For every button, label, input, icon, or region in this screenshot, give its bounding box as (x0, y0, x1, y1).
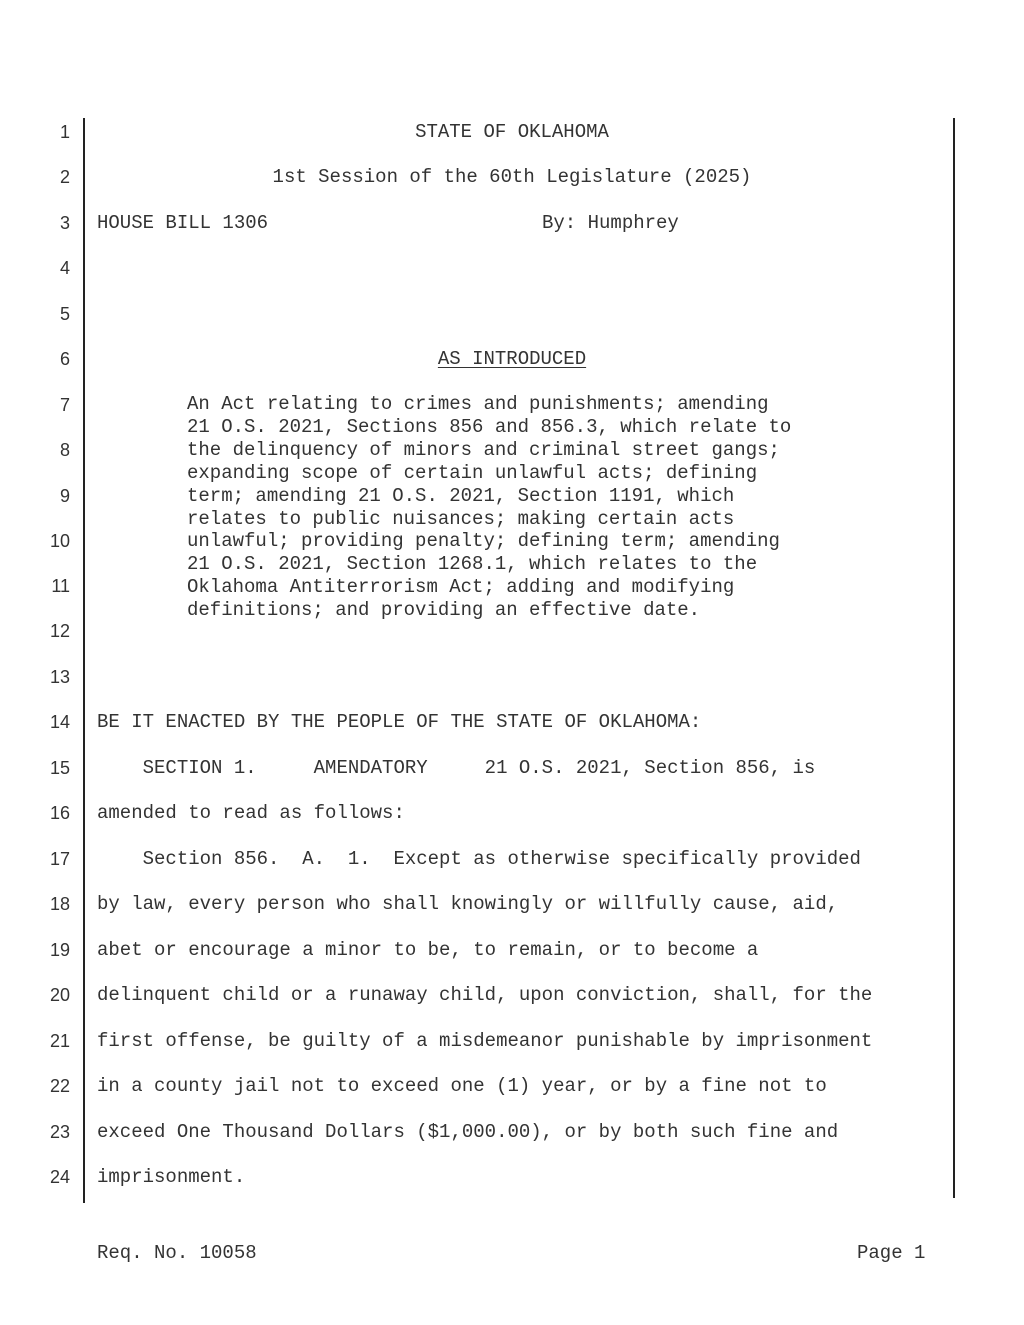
session-heading: 1st Session of the 60th Legislature (2025) (272, 166, 752, 188)
line-number: 6 (59, 349, 70, 369)
body-line: Section 856. A. 1. Except as otherwise specifically provided (97, 848, 861, 870)
line-number: 8 (59, 440, 70, 460)
body-line: first offense, be guilty of a misdemeanor punishable by imprisonment (97, 1030, 873, 1052)
line-number: 9 (59, 486, 70, 506)
line-number: 23 (49, 1122, 70, 1142)
abstract-line: An Act relating to crimes and punishments; amending (187, 393, 769, 415)
abstract-line: definitions; and providing an effective date. (187, 599, 701, 622)
state-heading: STATE OF OKLAHOMA (415, 121, 609, 143)
line-number: 12 (49, 621, 70, 641)
bill-author: By: Humphrey (542, 212, 679, 234)
line-number: 2 (59, 167, 70, 187)
line-number: 21 (49, 1031, 70, 1051)
body-line: imprisonment. (97, 1166, 246, 1188)
line-number: 22 (49, 1076, 70, 1096)
body-line: by law, every person who shall knowingly or willfully cause, aid, (97, 893, 839, 915)
line-number: 19 (49, 940, 70, 960)
abstract-line: Oklahoma Antiterrorism Act; adding and modifying (187, 576, 735, 599)
left-margin-rule (83, 118, 85, 1203)
line-number: 14 (49, 712, 70, 732)
abstract-line: 21 O.S. 2021, Section 1268.1, which relates to the (187, 553, 758, 576)
abstract-line: relates to public nuisances; making certain acts (187, 507, 735, 530)
body-line: exceed One Thousand Dollars ($1,000.00), or by both such fine and (97, 1121, 839, 1143)
line-number: 11 (51, 576, 70, 596)
line-number: 17 (49, 849, 70, 869)
abstract-line: the delinquency of minors and criminal street gangs; (187, 438, 780, 461)
line-number: 15 (49, 758, 70, 778)
enacting-clause: BE IT ENACTED BY THE PEOPLE OF THE STATE OF OKLAHOMA: (97, 711, 702, 733)
body-line: abet or encourage a minor to be, to remain, or to become a (97, 939, 759, 961)
line-number: 18 (49, 894, 70, 914)
line-number: 7 (59, 395, 70, 415)
body-line: amended to read as follows: (97, 802, 405, 824)
abstract-line: unlawful; providing penalty; defining term; amending (187, 530, 780, 553)
body-line: delinquent child or a runaway child, upon conviction, shall, for the (97, 984, 873, 1006)
line-number: 5 (59, 304, 70, 324)
line-number: 13 (49, 667, 70, 687)
line-number: 1 (59, 122, 70, 142)
line-number: 3 (59, 213, 70, 233)
right-margin-rule (953, 118, 955, 1198)
request-number: Req. No. 10058 (97, 1242, 257, 1264)
status-label: AS INTRODUCED (437, 348, 587, 370)
abstract-line: expanding scope of certain unlawful acts; defining (187, 461, 758, 484)
line-number: 20 (49, 985, 70, 1005)
abstract-line: term; amending 21 O.S. 2021, Section 1191, which (187, 484, 735, 507)
line-number: 16 (49, 803, 70, 823)
section-heading: SECTION 1. AMENDATORY 21 O.S. 2021, Section 856, is (97, 757, 816, 779)
page-number: Page 1 (857, 1242, 926, 1264)
line-number: 4 (59, 258, 70, 278)
bill-abstract (187, 393, 867, 622)
line-number: 24 (49, 1167, 70, 1187)
body-line: in a county jail not to exceed one (1) year, or by a fine not to (97, 1075, 827, 1097)
line-number: 10 (49, 531, 70, 551)
abstract-line: 21 O.S. 2021, Sections 856 and 856.3, which relate to (187, 415, 792, 438)
bill-number: HOUSE BILL 1306 (97, 212, 269, 234)
status-heading (97, 347, 927, 371)
